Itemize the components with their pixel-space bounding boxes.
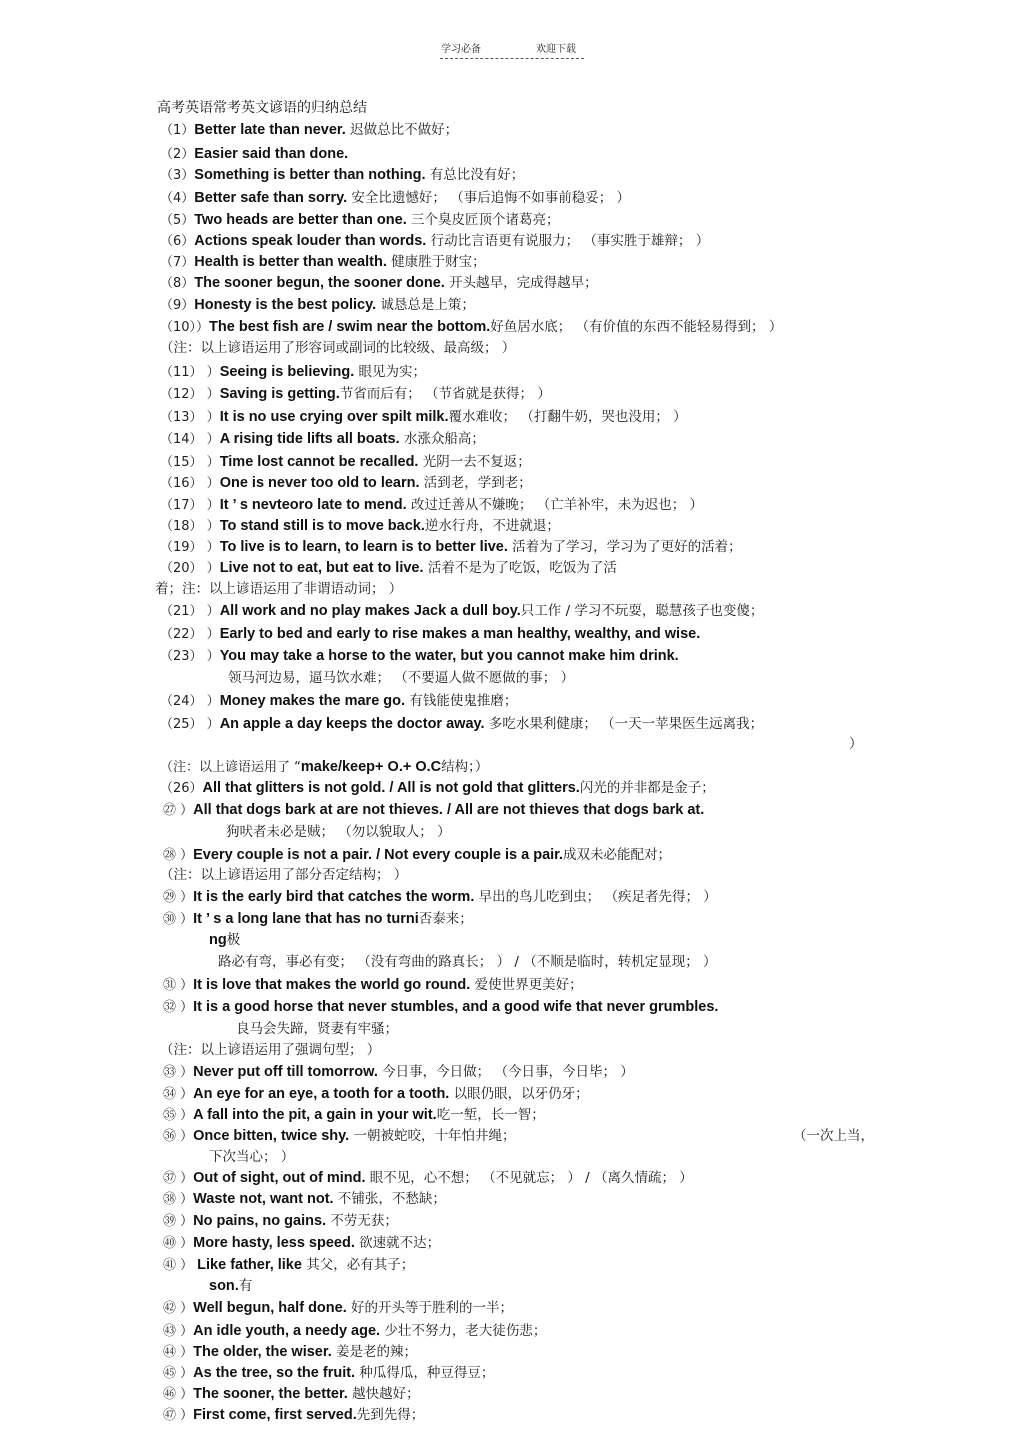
proverb-line: [163, 1406, 424, 1425]
chinese-text: 爱使世界更美好；: [470, 977, 583, 993]
chinese-text: 一朝被蛇咬，十年怕井绳；: [349, 1128, 516, 1144]
chinese-text: 不铺张，不愁缺；: [333, 1191, 446, 1207]
english-text: An eye for an eye, a tooth for a tooth.: [193, 1086, 450, 1102]
english-text: All that glitters is not gold. / All is not gold that glitters.: [202, 780, 580, 796]
english-text: To live is to learn, to learn is to better live.: [219, 539, 508, 555]
proverb-line: [160, 318, 782, 337]
line-number: （13） ）: [160, 410, 220, 425]
chinese-text: 极: [226, 932, 241, 948]
line-number: （26）: [160, 781, 203, 796]
chinese-text: 早出的鸟儿吃到虫； （疾足者先得； ）: [474, 889, 717, 905]
english-text: To stand still is to move back.: [219, 518, 425, 534]
chinese-text: （注：以上谚语运用了形容词或副词的比较级、最高级； ）: [160, 340, 516, 356]
proverb-line: [209, 1277, 252, 1295]
chinese-text: 良马会失蹄，贤妻有牢骚；: [236, 1021, 398, 1037]
english-text: It is no use crying over spilt milk.: [219, 409, 449, 425]
line-number: （19） ）: [160, 540, 220, 555]
chinese-text: 开头越早，完成得越早；: [444, 275, 598, 291]
chinese-text: 节省而后有； （节省就是获得； ）: [339, 386, 551, 402]
chinese-text: 行动比言语更有说服力； （事实胜于雄辩； ）: [426, 233, 710, 249]
proverb-line: [849, 735, 863, 753]
proverb-line: [209, 1148, 294, 1166]
chinese-text: 不劳无获；: [326, 1213, 398, 1229]
chinese-text: 着；注：以上谚语运用了非谓语动词； ）: [155, 581, 403, 597]
chinese-text: 光阴一去不复返；: [418, 454, 531, 470]
line-number: （21） ）: [160, 604, 220, 619]
line-number: ㊱ ）: [163, 1129, 194, 1144]
line-number: （22） ）: [160, 627, 220, 642]
proverb-line: [163, 1169, 693, 1188]
english-text: Actions speak louder than words.: [194, 233, 427, 249]
proverb-line: [163, 1234, 440, 1253]
proverb-line: [160, 538, 742, 557]
proverb-line: [160, 647, 679, 666]
english-text: It is the early bird that catches the worm.: [193, 889, 475, 905]
chinese-text: 少壮不努力，老大徒伤悲；: [380, 1323, 547, 1339]
chinese-text: （注：以上谚语运用了强调句型； ）: [160, 1042, 381, 1058]
proverb-line: [793, 1127, 874, 1145]
english-text: The sooner begun, the sooner done.: [194, 275, 445, 291]
line-number: ㉜ ）: [163, 1000, 194, 1015]
english-text: Seeing is believing.: [219, 364, 355, 380]
proverb-line: [163, 1106, 545, 1125]
chinese-text: 越快越好；: [347, 1386, 420, 1402]
chinese-text: 改过迁善从不嫌晚； （亡羊补牢，未为迟也； ）: [406, 497, 703, 513]
english-text: Better late than never.: [194, 122, 346, 138]
line-number: （9）: [160, 298, 195, 313]
line-number: ㊻ ）: [163, 1387, 194, 1402]
line-number: ㉛ ）: [163, 978, 194, 993]
english-text: It is love that makes the world go round.: [193, 977, 471, 993]
english-text: Once bitten, twice shy.: [193, 1128, 350, 1144]
chinese-text: 成双未必能配对；: [563, 847, 672, 863]
proverb-line: [160, 453, 531, 472]
english-text: As the tree, so the fruit.: [193, 1365, 356, 1381]
line-number: ㊵ ）: [163, 1236, 194, 1251]
proverb-line: [163, 1063, 634, 1082]
proverb-line: [160, 145, 348, 164]
line-number: ㊷ ）: [163, 1301, 194, 1316]
english-text: An apple a day keeps the doctor away.: [219, 716, 485, 732]
chinese-text: 活着为了学习，学习为了更好的活着；: [507, 539, 742, 555]
chinese-text: 先到先得；: [356, 1407, 425, 1423]
chinese-text: 结构；）: [441, 759, 489, 775]
chinese-text: 否泰来；: [418, 911, 473, 927]
english-text: The older, the wiser.: [193, 1344, 332, 1360]
proverb-line: [160, 253, 486, 272]
chinese-text: （一次上当，: [793, 1128, 874, 1144]
proverb-line: [160, 166, 524, 185]
chinese-text: ）: [849, 736, 863, 752]
proverb-line: [226, 823, 451, 841]
english-text: Early to bed and early to rise makes a man healthy, wealthy, and wise.: [219, 626, 701, 642]
line-number: （2）: [160, 147, 195, 162]
line-number: （16） ）: [160, 476, 220, 491]
english-text: The sooner, the better.: [193, 1386, 348, 1402]
proverb-line: [160, 758, 488, 777]
line-number: ㊺ ）: [163, 1366, 194, 1381]
chinese-text: 吃一堑，长一智；: [436, 1107, 545, 1123]
english-text: Health is better than wealth.: [194, 254, 387, 270]
chinese-text: （注：以上谚语运用了部分否定结构； ）: [160, 867, 408, 883]
proverb-line: [155, 580, 402, 598]
proverb-line: [160, 274, 598, 293]
proverb-line: [163, 1322, 546, 1341]
chinese-text: 有: [238, 1278, 253, 1294]
english-text: A fall into the pit, a gain in your wit.: [193, 1107, 437, 1123]
chinese-text: 活着不是为了吃饭，吃饭为了活: [423, 560, 617, 576]
proverb-line: [160, 602, 763, 621]
chinese-text: 多吃水果利健康； （一天一苹果医生远离我；: [484, 716, 764, 732]
english-text: Out of sight, out of mind.: [193, 1170, 366, 1186]
proverb-line: [160, 866, 407, 884]
chinese-text: 有总比没有好；: [425, 167, 525, 183]
proverb-line: [160, 1041, 380, 1059]
english-text: Never put off till tomorrow.: [193, 1064, 378, 1080]
english-text: Waste not, want not.: [193, 1191, 334, 1207]
chinese-text: 眼见为实；: [354, 364, 427, 380]
line-number: （5）: [160, 213, 195, 228]
english-text: It is a good horse that never stumbles, and a good wife that never grumbles.: [193, 999, 719, 1015]
line-number: ㉟ ）: [163, 1108, 194, 1123]
english-text: You may take a horse to the water, but you cannot make him drink.: [219, 648, 679, 664]
proverb-line: [160, 625, 700, 644]
english-text: It ’ s nevteoro late to mend.: [219, 497, 407, 513]
line-number: ㊲ ）: [163, 1171, 194, 1186]
proverb-line: [163, 1256, 414, 1275]
english-text: One is never too old to learn.: [219, 475, 420, 491]
chinese-text: 迟做总比不做好；: [345, 122, 459, 138]
english-text: Two heads are better than one.: [194, 212, 407, 228]
proverb-line: [163, 1085, 589, 1104]
english-text: More hasty, less speed.: [193, 1235, 355, 1251]
english-text: All that dogs bark at are not thieves. / All are not thieves that dogs bark at.: [193, 802, 705, 818]
english-text: Like father, like: [193, 1257, 302, 1273]
line-number: （11） ）: [160, 365, 220, 380]
english-text: Live not to eat, but eat to live.: [219, 560, 424, 576]
line-number: ㉘ ）: [163, 848, 194, 863]
proverb-line: [163, 888, 717, 907]
header-left-text: 学习必备: [441, 44, 481, 55]
proverb-line: [163, 998, 718, 1017]
proverb-line: [163, 1190, 446, 1209]
chinese-text: 种瓜得瓜，种豆得豆；: [355, 1365, 495, 1381]
proverb-line: [160, 496, 703, 515]
line-number: （14） ）: [160, 432, 220, 447]
chinese-text: 活到老，学到老；: [419, 475, 532, 491]
line-number: ㊹ ）: [163, 1345, 194, 1360]
line-number: （20） ）: [160, 561, 220, 576]
line-number: ㊴ ）: [163, 1214, 194, 1229]
document-title: 高考英语常考英文谚语的归纳总结: [157, 100, 367, 116]
english-text: A rising tide lifts all boats.: [219, 431, 400, 447]
proverb-line: [163, 1343, 417, 1362]
proverb-line: [163, 1127, 515, 1146]
line-number: ㉙ ）: [163, 890, 194, 905]
chinese-text: 今日事，今日做； （今日事，今日毕； ）: [377, 1064, 634, 1080]
proverb-line: [160, 121, 458, 140]
line-number: （注：以上谚语运用了 “: [160, 760, 301, 775]
proverb-line: [160, 363, 426, 382]
chinese-text: 好的开头等于胜利的一半；: [346, 1300, 514, 1316]
line-number: （8）: [160, 276, 195, 291]
chinese-text: 有钱能使鬼推磨；: [405, 693, 518, 709]
chinese-text: 以眼仍眼，以牙仍牙；: [449, 1086, 589, 1102]
chinese-text: 下次当心； ）: [209, 1149, 295, 1165]
english-text: make/keep+ O.+ O.C: [300, 759, 442, 775]
header-right-text: 欢迎下载: [536, 44, 576, 55]
english-text: All work and no play makes Jack a dull boy.: [219, 603, 521, 619]
english-text: Money makes the mare go.: [219, 693, 406, 709]
chinese-text: 其父，必有其子；: [301, 1257, 415, 1273]
line-number: （3）: [160, 168, 195, 183]
proverb-line: [160, 779, 715, 798]
line-number: （1）: [160, 123, 195, 138]
line-number: ㉞ ）: [163, 1087, 194, 1102]
chinese-text: 健康胜于财宝；: [386, 254, 486, 270]
proverb-line: [218, 953, 717, 971]
proverb-line: [160, 408, 687, 427]
line-number: ㉚ ）: [163, 912, 194, 927]
chinese-text: 领马河边易，逼马饮水难； （不要逼人做不愿做的事； ）: [228, 670, 575, 686]
line-number: ㊳ ）: [163, 1192, 194, 1207]
proverb-line: [163, 1212, 398, 1231]
proverb-line: [163, 801, 704, 820]
proverb-line: [163, 1385, 420, 1404]
chinese-text: 路必有弯，事必有变； （没有弯曲的路真长； ） / （不顺是临时，转机定显现； ）: [218, 954, 717, 970]
chinese-text: 水涨众船高；: [399, 431, 485, 447]
english-text: No pains, no gains.: [193, 1213, 327, 1229]
proverb-line: [160, 211, 560, 230]
proverb-line: [160, 559, 617, 578]
line-number: （25） ）: [160, 717, 220, 732]
chinese-text: 闪光的并非都是金子；: [579, 780, 715, 796]
chinese-text: 欲速就不达；: [354, 1235, 441, 1251]
line-number: （7）: [160, 255, 195, 270]
english-text: Time lost cannot be recalled.: [219, 454, 419, 470]
line-number: ㉗ ）: [163, 803, 194, 818]
english-text: First come, first served.: [193, 1407, 357, 1423]
chinese-text: 逆水行舟，不进就退；: [424, 518, 560, 534]
english-text: The best fish are / swim near the bottom.: [209, 319, 491, 335]
english-text: An idle youth, a needy age.: [193, 1323, 381, 1339]
english-text: Saving is getting.: [219, 386, 340, 402]
line-number: （6）: [160, 234, 195, 249]
proverb-line: [236, 1020, 398, 1038]
english-text: son.: [209, 1278, 239, 1294]
proverb-line: [160, 692, 517, 711]
proverb-line: [228, 669, 574, 687]
line-number: （12） ）: [160, 387, 220, 402]
proverb-line: [163, 1364, 494, 1383]
english-text: Something is better than nothing.: [194, 167, 426, 183]
english-text: Easier said than done.: [194, 146, 349, 162]
line-number: （24） ）: [160, 694, 220, 709]
english-text: It ’ s a long lane that has no turni: [193, 911, 419, 927]
proverb-line: [209, 931, 240, 949]
chinese-text: 眼不见，心不想； （不见就忘； ） / （离久情疏； ）: [365, 1170, 693, 1186]
english-text: ng: [209, 932, 227, 948]
chinese-text: 覆水难收； （打翻牛奶，哭也没用； ）: [448, 409, 687, 425]
proverb-line: [160, 189, 630, 208]
chinese-text: 狗吠者未必是贼； （勿以貌取人； ）: [226, 824, 451, 840]
proverb-line: [160, 517, 560, 536]
english-text: Every couple is not a pair. / Not every couple is a pair.: [193, 847, 564, 863]
line-number: （10））: [160, 320, 210, 335]
proverb-line: [163, 910, 473, 929]
line-number: （18） ）: [160, 519, 220, 534]
proverb-line: [160, 430, 485, 449]
english-text: Better safe than sorry.: [194, 190, 348, 206]
chinese-text: 好鱼居水底； （有价值的东西不能轻易得到； ）: [490, 319, 783, 335]
line-number: （17） ）: [160, 498, 220, 513]
chinese-text: 安全比遗憾好； （事后追悔不如事前稳妥； ）: [347, 190, 630, 206]
proverb-line: [160, 232, 709, 251]
english-text: Well begun, half done.: [193, 1300, 347, 1316]
chinese-text: 诚恳总是上策；: [376, 297, 475, 313]
proverb-line: [160, 715, 763, 734]
line-number: （4）: [160, 191, 195, 206]
chinese-text: 三个臭皮匠顶个诸葛亮；: [406, 212, 560, 228]
proverb-line: [163, 1299, 513, 1318]
line-number: ㊶ ）: [163, 1258, 194, 1273]
line-number: ㊸ ）: [163, 1324, 194, 1339]
chinese-text: 姜是老的辣；: [331, 1344, 418, 1360]
proverb-line: [160, 385, 551, 404]
proverb-line: [160, 296, 475, 315]
proverb-line: [163, 976, 583, 995]
line-number: （15） ）: [160, 455, 220, 470]
proverb-line: [163, 846, 671, 865]
proverb-line: [160, 474, 532, 493]
proverb-line: [160, 339, 515, 357]
line-number: ㊼ ）: [163, 1408, 194, 1423]
english-text: Honesty is the best policy.: [194, 297, 377, 313]
line-number: ㉝ ）: [163, 1065, 194, 1080]
line-number: （23） ）: [160, 649, 220, 664]
chinese-text: 只工作 / 学习不玩耍，聪慧孩子也变傻；: [520, 603, 764, 619]
